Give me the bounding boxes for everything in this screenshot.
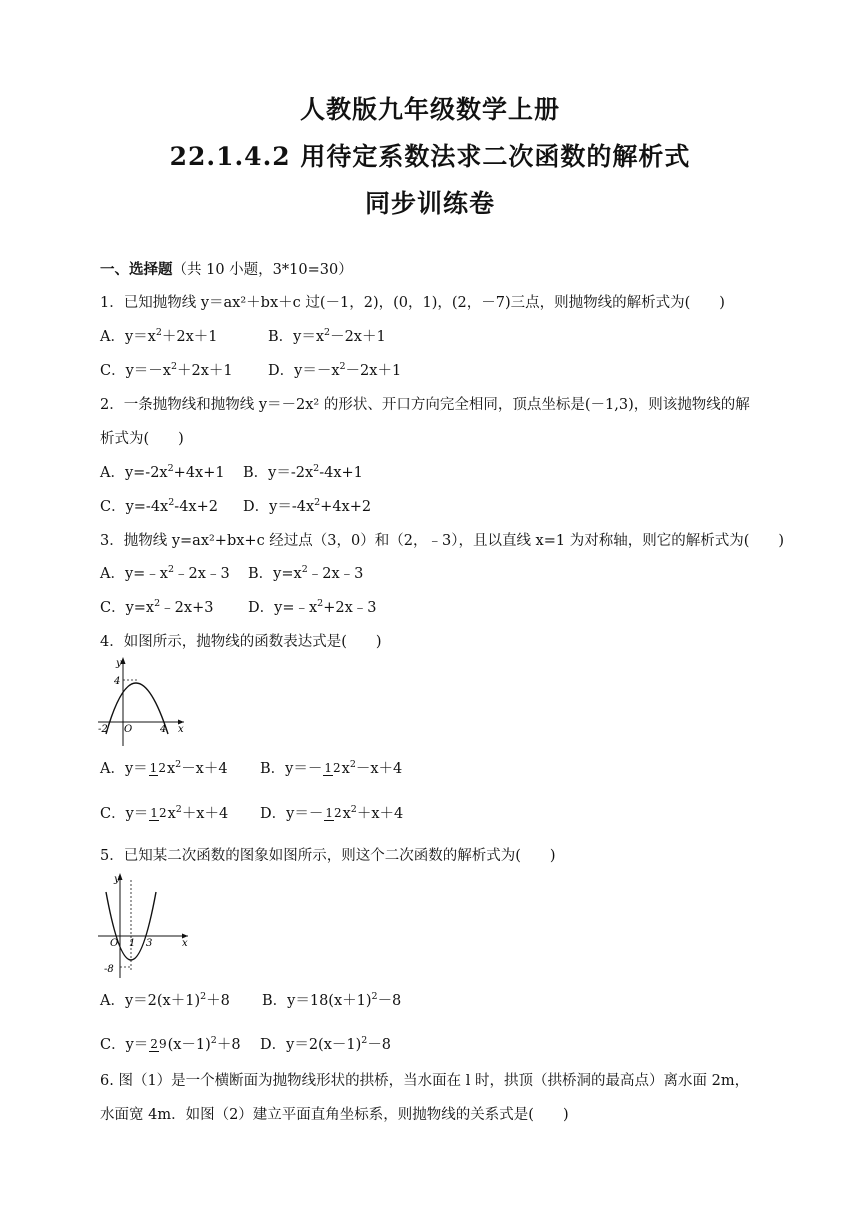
doc-title-line2: 22.1.4.2 用待定系数法求二次函数的解析式	[169, 142, 691, 171]
q4-parabola-curve	[106, 683, 168, 734]
q1-option-a: A．$y=x^2+2x+1$	[100, 327, 218, 345]
section-title: 一、选择题	[100, 261, 173, 278]
doc-title-line3: 同步训练卷	[364, 189, 495, 218]
q3-stem: 3．抛物线 y=ax²+bx+c 经过点（3，0）和（2，﹣3），且以直线 x=1 为对称轴，则它的解析式为( )	[100, 533, 785, 549]
q5-label-1: 1	[129, 938, 136, 949]
q2-stem-line2: 析式为( )	[100, 431, 184, 447]
q4-options-row1	[100, 759, 402, 779]
q4-options-row2	[100, 804, 403, 824]
q4-label-4y: 4	[114, 676, 121, 687]
q6-stem-line1: 6. 图（1）是一个横断面为抛物线形状的拱桥，当水面在 l 时，拱顶（拱桥洞的最高点）离水面 2m，	[100, 1073, 750, 1089]
q3-options-row2	[100, 598, 376, 618]
q4-parabola-figure	[96, 654, 188, 748]
q5-label-y: y	[114, 874, 120, 885]
q4-option-c: C．$y= 12x^2+x+4$	[100, 804, 229, 822]
q2-options-row2	[100, 497, 371, 517]
q5-label-origin: O	[110, 938, 119, 949]
section-note: （共 10 小题，3*10=30）	[172, 262, 353, 278]
q4-option-a: A．$y= 12x^2-x+4$	[100, 759, 228, 777]
q1-options-row2	[100, 361, 401, 381]
q4-label-origin: O	[124, 724, 133, 735]
q2-option-c: C．$y=-4x^2-4x+2$	[100, 497, 218, 515]
q5-options-row1	[100, 991, 401, 1011]
q5-option-c: C．$y= 29(x-1)^2+8$	[100, 1035, 241, 1053]
q3-option-b: B．$y=x^2﹣2x﹣3$	[248, 564, 364, 582]
q4-label-y: y	[116, 658, 122, 669]
q1-option-d: D．$y=-x^2-2x+1$	[268, 361, 402, 379]
q2-option-a: A．$y=-2x^2+4x+1$	[100, 463, 225, 481]
q5-option-a: A．$y=2(x+1)^2+8$	[100, 991, 230, 1009]
doc-title-line1: 人教版九年级数学上册	[299, 95, 560, 124]
q2-option-b: B．$y=-2x^2-4x+1$	[243, 463, 363, 481]
q3-option-a: A．$y=﹣x^2﹣2x﹣3$	[100, 564, 230, 582]
q3-option-d: D．$y=﹣x^2+2x﹣3$	[248, 598, 377, 616]
q4-option-d: D．$y=- 12x^2+x+4$	[260, 804, 404, 822]
q4-stem: 4．如图所示，抛物线的函数表达式是( )	[100, 634, 382, 650]
q5-label-x: x	[182, 938, 188, 949]
q5-label-neg8: -8	[104, 964, 114, 975]
q2-options-row1	[100, 463, 363, 483]
q3-option-c: C．$y=x^2﹣2x+3$	[100, 598, 214, 616]
q4-label-4x: 4	[160, 724, 167, 735]
q1-stem: 1．已知抛物线 y＝ax²＋bx＋c 过(－1，2)，(0，1)，(2，－7)三点，则抛物线的解析式为( )	[100, 295, 725, 311]
section-heading	[100, 260, 353, 280]
q2-option-d: D．$y=-4x^2+4x+2$	[243, 497, 372, 515]
q5-label-3: 3	[146, 938, 153, 949]
q1-options-row1	[100, 327, 386, 347]
q5-option-b: B．$y=18(x+1)^2-8$	[262, 991, 402, 1009]
q5-option-d: D．$y=2(x-1)^2-8$	[260, 1035, 392, 1053]
q5-parabola-figure	[96, 870, 194, 980]
q3-options-row1	[100, 564, 363, 584]
q6-stem-line2: 水面宽 4m．如图（2）建立平面直角坐标系，则抛物线的关系式是( )	[100, 1107, 569, 1123]
q1-option-b: B．$y=x^2-2x+1$	[268, 327, 386, 345]
q5-options-row2	[100, 1035, 391, 1055]
q4-label-neg2: -2	[98, 724, 108, 735]
q1-option-c: C．$y=-x^2+2x+1$	[100, 361, 233, 379]
q2-stem-line1: 2．一条抛物线和抛物线 y＝－2x² 的形状、开口方向完全相同，顶点坐标是(－1,3)，则该抛物线的解	[100, 397, 750, 413]
q4-label-x: x	[178, 724, 184, 735]
q5-stem: 5．已知某二次函数的图象如图所示，则这个二次函数的解析式为( )	[100, 848, 556, 864]
q4-option-b: B．$y=- 12x^2-x+4$	[260, 759, 403, 777]
